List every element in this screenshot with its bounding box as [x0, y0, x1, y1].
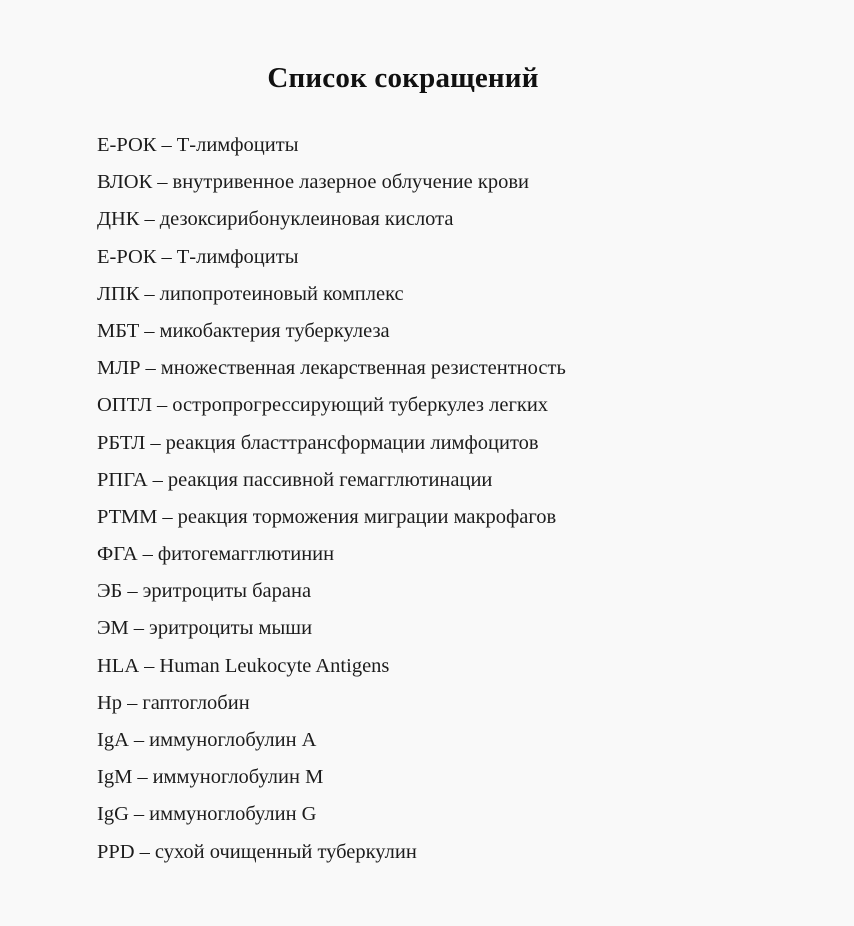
definition: реакция пассивной гемагглютинации [167, 468, 493, 491]
definition: иммуноглобулин G [149, 803, 317, 826]
definition: микобактерия туберкулеза [159, 319, 390, 342]
definition: внутривенное лазерное облучение крови [172, 171, 529, 194]
abbreviation: РТММ [97, 505, 158, 528]
separator-dash: – [161, 245, 172, 268]
definition: остропрогрессирующий туберкулез легких [172, 394, 549, 417]
definition: Т-лимфоциты [176, 245, 299, 268]
list-item [97, 797, 566, 834]
separator-dash: – [133, 617, 145, 640]
abbreviation: ЭМ [97, 617, 129, 640]
list-item [97, 500, 566, 537]
abbreviation: Е-РОК [97, 245, 157, 268]
definition: иммуноглобулин М [152, 766, 324, 789]
definition: Т-лимфоциты [176, 134, 299, 156]
separator-dash: – [144, 282, 155, 305]
definition: фитогемагглютинин [157, 543, 335, 566]
separator-dash: – [150, 431, 161, 454]
separator-dash: – [162, 505, 173, 528]
abbreviation: HLA [97, 654, 140, 677]
abbreviation: ДНК [97, 208, 140, 231]
separator-dash: – [145, 357, 156, 380]
abbreviation: Е-РОК [97, 134, 157, 156]
abbreviation: ВЛОК [97, 171, 153, 194]
definition: липопротеиновый комплекс [159, 282, 404, 305]
separator-dash: – [137, 766, 148, 789]
list-item [97, 574, 566, 611]
definition: дезоксирибонуклеиновая кислота [159, 208, 454, 231]
page-title: Список сокращений [267, 62, 539, 94]
list-item [97, 426, 566, 463]
definition: сухой очищенный туберкулин [154, 840, 417, 863]
separator-dash: – [152, 468, 163, 491]
abbreviation: МЛР [97, 357, 141, 380]
list-item [97, 202, 566, 239]
list-item [97, 686, 566, 723]
list-item [97, 649, 566, 686]
abbreviation: РПГА [97, 468, 148, 491]
abbreviation: ЭБ [97, 580, 123, 603]
list-item [97, 835, 566, 872]
separator-dash: – [157, 394, 168, 417]
abbreviation: IgA [97, 729, 129, 751]
definition: множественная лекарственная резистентность [160, 357, 566, 380]
definition: Human Leukocyte Antigens [159, 654, 390, 677]
definition: реакция торможения миграции макрофагов [177, 505, 557, 528]
abbreviation: Hp [97, 691, 123, 714]
abbreviation-list [97, 128, 566, 872]
list-item [97, 723, 566, 760]
list-item [97, 760, 566, 797]
separator-dash: – [142, 543, 153, 566]
separator-dash: – [157, 171, 168, 194]
abbreviation: IgM [97, 766, 133, 789]
abbreviation: МБТ [97, 319, 140, 342]
list-item [97, 388, 566, 425]
separator-dash: – [144, 208, 155, 231]
list-item [97, 165, 566, 202]
separator-dash: – [139, 840, 150, 863]
abbreviation: PPD [97, 840, 135, 863]
separator-dash: – [127, 691, 138, 714]
separator-dash: – [161, 134, 172, 156]
definition: иммуноглобулин А [149, 729, 317, 751]
definition: эритроциты барана [142, 580, 312, 603]
abbreviation: ЛПК [97, 282, 140, 305]
list-item [97, 537, 566, 574]
definition: реакция бласттрансформации лимфоцитов [165, 431, 539, 454]
list-item [97, 128, 566, 165]
abbreviation: IgG [97, 803, 129, 826]
abbreviation: ФГА [97, 543, 138, 566]
separator-dash: – [144, 654, 155, 677]
abbreviation: РБТЛ [97, 431, 146, 454]
separator-dash: – [127, 580, 138, 603]
separator-dash: – [133, 803, 145, 826]
definition: гаптоглобин [142, 691, 250, 714]
list-item [97, 314, 566, 351]
abbreviation: ОПТЛ [97, 394, 153, 417]
definition: эритроциты мыши [149, 617, 313, 640]
list-item [97, 240, 566, 277]
list-item [97, 351, 566, 388]
list-item [97, 611, 566, 648]
list-item [97, 463, 566, 500]
list-item [97, 277, 566, 314]
separator-dash: – [133, 729, 145, 751]
separator-dash: – [144, 319, 155, 342]
